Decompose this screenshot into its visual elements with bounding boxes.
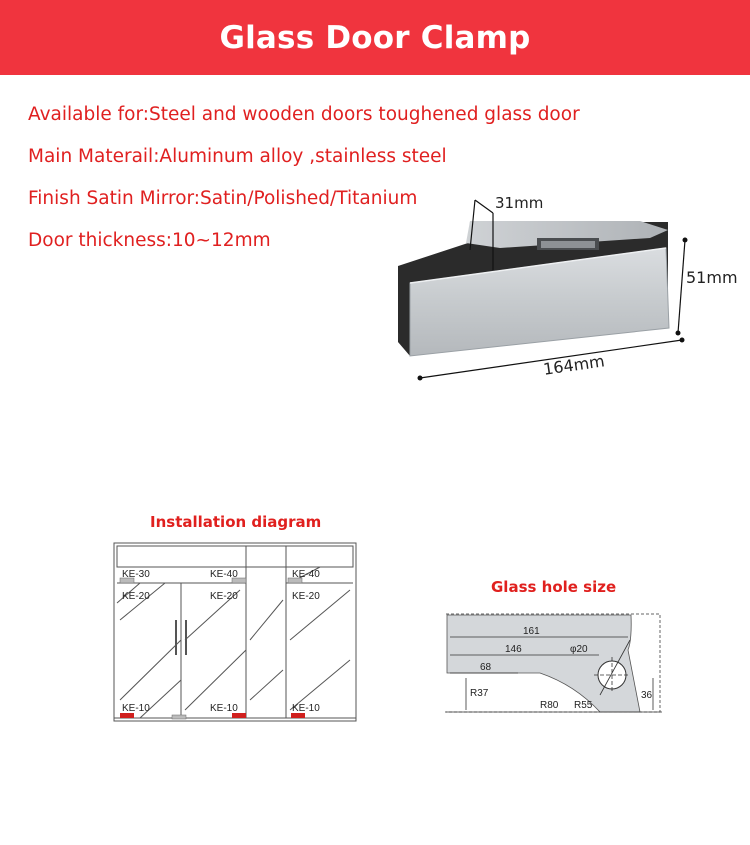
dim-146: 146 — [505, 644, 522, 655]
dim-r55: R55 — [574, 700, 593, 711]
dim-phi20: φ20 — [570, 644, 588, 655]
label-ke20-left: KE-20 — [122, 591, 150, 602]
spec-available-for: Available for:Steel and wooden doors toughened glass door — [28, 104, 580, 125]
dimension-width-label: 31mm — [495, 194, 544, 212]
spec-door-thickness: Door thickness:10~12mm — [28, 230, 271, 251]
spec-material: Main Materail:Aluminum alloy ,stainless steel — [28, 146, 447, 167]
page-title: Glass Door Clamp — [219, 19, 531, 56]
label-ke10-mid: KE-10 — [210, 703, 238, 714]
installation-diagram-title: Installation diagram — [150, 513, 322, 531]
glass-hole-size-title: Glass hole size — [491, 578, 617, 596]
dim-161: 161 — [523, 626, 540, 637]
dimension-height-label: 51mm — [686, 268, 738, 287]
dim-r37: R37 — [470, 688, 489, 699]
dim-r80: R80 — [540, 700, 559, 711]
label-ke20-right: KE-20 — [292, 591, 320, 602]
label-ke40-left: KE-40 — [210, 569, 238, 580]
label-ke30: KE-30 — [122, 569, 150, 580]
label-ke20-mid: KE-20 — [210, 591, 238, 602]
dim-68: 68 — [480, 662, 492, 673]
spec-finish: Finish Satin Mirror:Satin/Polished/Titanium — [28, 188, 418, 209]
label-ke10-right: KE-10 — [292, 703, 320, 714]
label-ke10-left: KE-10 — [122, 703, 150, 714]
dim-36: 36 — [641, 690, 653, 701]
dimension-length-label: 164mm — [542, 351, 606, 379]
label-ke40-right: KE-40 — [292, 569, 320, 580]
